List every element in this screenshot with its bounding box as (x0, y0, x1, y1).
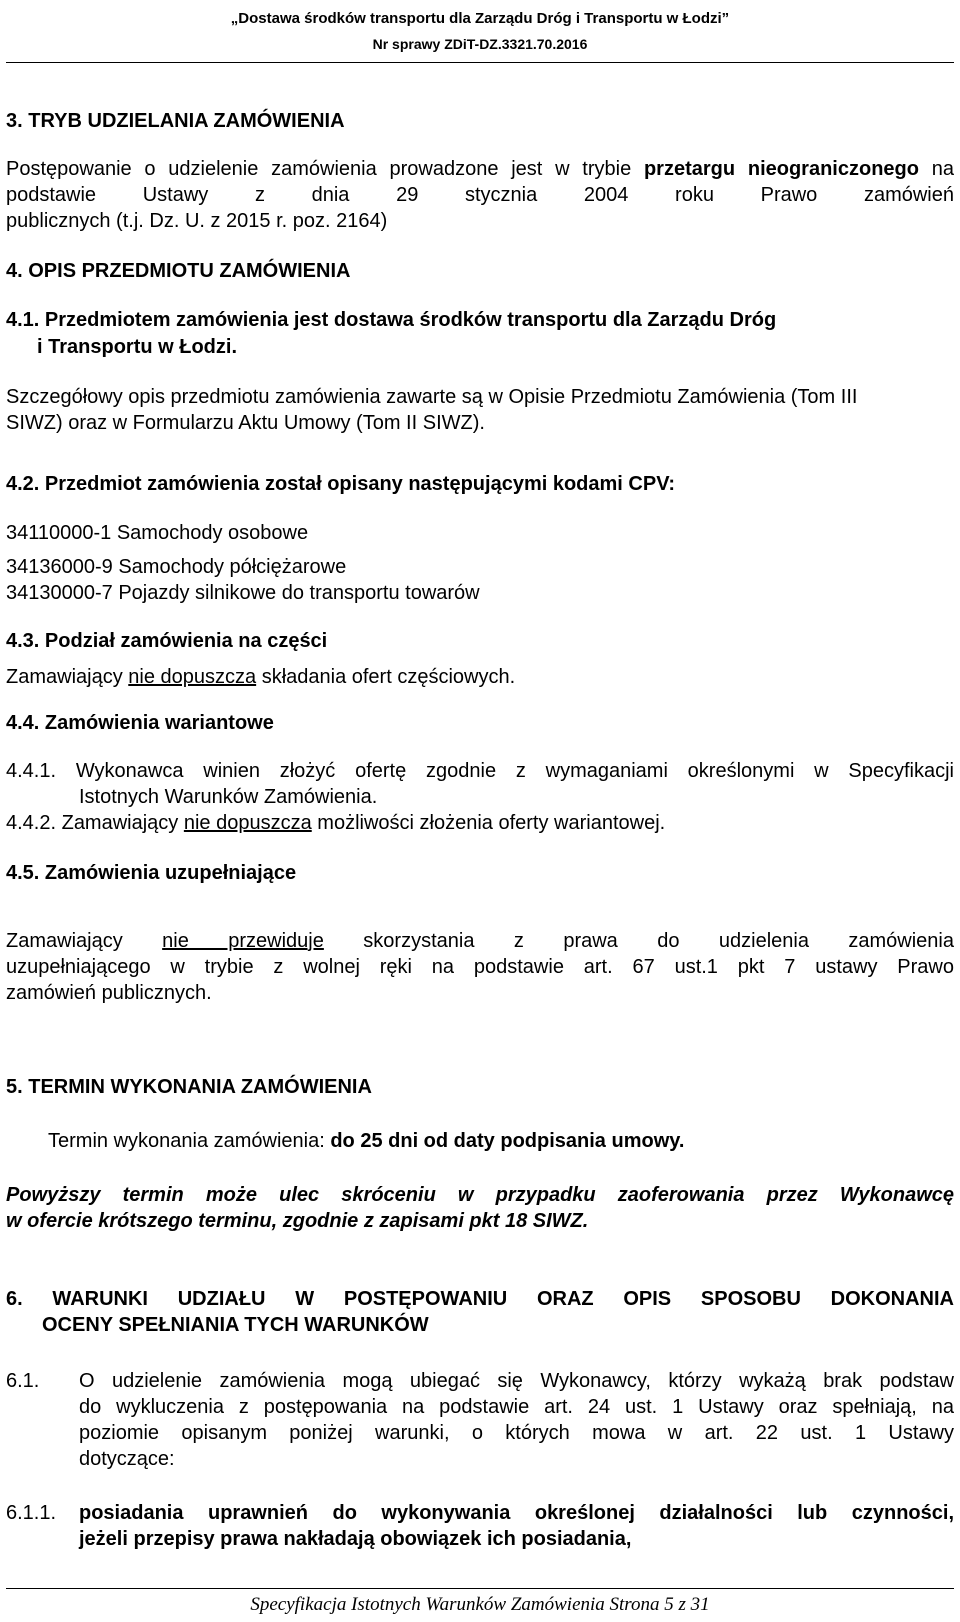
section-6-1-line4: dotyczące: (79, 1448, 175, 1470)
cpv-code-2: 34136000-9 Samochody półciężarowe (6, 556, 347, 578)
section-4-4-1-line2: Istotnych Warunków Zamówienia. (79, 786, 378, 808)
bold-span: przetargu nieograniczonego (643, 158, 919, 180)
description-line2: SIWZ) oraz w Formularzu Aktu Umowy (Tom II SIWZ). (6, 412, 485, 434)
term-note-line2: w ofercie krótszego terminu, zgodnie z zapisami pkt 18 SIWZ. (6, 1210, 589, 1232)
text-span: Postępowanie o udzielenie zamówienia prowadzone jest w trybie (6, 158, 644, 180)
text-span: Termin wykonania zamówienia: (48, 1130, 331, 1152)
footer-divider (6, 1588, 954, 1589)
section-6-1-number: 6.1. (6, 1370, 40, 1392)
section-6-1-1-line2: jeżeli przepisy prawa nakładają obowiązek ich posiadania, (79, 1528, 632, 1550)
footer-page-total: 31 (690, 1594, 710, 1615)
term-text (48, 1128, 684, 1154)
description-line1: Szczegółowy opis przedmiotu zamówienia zawarte są w Opisie Przedmiotu Zamówienia (Tom III (6, 386, 858, 408)
section-4-1-line2: i Transportu w Łodzi. (37, 336, 237, 358)
section-6-1-line1: O udzielenie zamówienia mogą ubiegać się Wykonawcy, którzy wykażą brak podstaw (79, 1370, 954, 1392)
text-span: na podstawie Ustawy z dnia 29 stycznia 2004 roku Prawo zamówień (6, 158, 954, 206)
page-footer (0, 1594, 960, 1616)
section-4-3-heading: 4.3. Podział zamówienia na części (6, 630, 328, 652)
underline-span: nie dopuszcza (128, 666, 257, 688)
footer-page-number: 5 (664, 1594, 674, 1615)
section-4-4-heading: 4.4. Zamówienia wariantowe (6, 712, 274, 734)
term-note-line1: Powyższy termin może ulec skróceniu w przypadku zaoferowania przez Wykonawcę (6, 1184, 954, 1206)
text-span: możliwości złożenia oferty wariantowej. (311, 812, 666, 834)
underline-span: nie przewiduje (162, 930, 324, 952)
section-4-4-1-line1: 4.4.1. Wykonawca winien złożyć ofertę zgodnie z wymaganiami określonymi w Specyfikacji (6, 760, 954, 782)
section-4-1-line1: 4.1. Przedmiotem zamówienia jest dostawa środków transportu dla Zarządu Dróg (6, 309, 777, 331)
header-divider (6, 62, 954, 63)
footer-of: z (673, 1594, 691, 1615)
section-4-5-heading: 4.5. Zamówienia uzupełniające (6, 862, 297, 884)
section-6-heading-line2: OCENY SPEŁNIANIA TYCH WARUNKÓW (42, 1314, 429, 1336)
section-6-1-1-line1: posiadania uprawnień do wykonywania określonej działalności lub czynności, (79, 1502, 954, 1524)
bold-span: do 25 dni od daty podpisania umowy. (330, 1130, 685, 1152)
section-6-1-line2: do wykluczenia z postępowania na podstawie art. 24 ust. 1 Ustawy oraz spełniają, na (79, 1396, 954, 1418)
text-span: składania ofert częściowych. (256, 666, 516, 688)
section-3-heading: 3. TRYB UDZIELANIA ZAMÓWIENIA (6, 110, 345, 132)
header-case-number: Nr sprawy ZDiT-DZ.3321.70.2016 (372, 36, 588, 52)
section-5-heading: 5. TERMIN WYKONANIA ZAMÓWIENIA (6, 1076, 372, 1098)
section-4-5-line2: uzupełniającego w trybie z wolnej ręki na podstawie art. 67 ust.1 pkt 7 ustawy Prawo (6, 956, 954, 978)
footer-text: Specyfikacja Istotnych Warunków Zamówienia Strona (250, 1594, 665, 1615)
section-4-3-text (6, 664, 515, 690)
text-span: 4.4.2. Zamawiający (6, 812, 184, 834)
section-6-1-1-number: 6.1.1. (6, 1502, 57, 1524)
header-title: „Dostawa środków transportu dla Zarządu Dróg i Transportu w Łodzi” (230, 10, 730, 27)
cpv-code-3: 34130000-7 Pojazdy silnikowe do transportu towarów (6, 582, 480, 604)
section-4-4-2-text (6, 810, 665, 836)
section-3-paragraph-line1 (6, 156, 954, 208)
cpv-code-1: 34110000-1 Samochody osobowe (6, 522, 309, 544)
section-3-paragraph-line3: publicznych (t.j. Dz. U. z 2015 r. poz. 2164) (6, 210, 388, 232)
section-4-2-heading: 4.2. Przedmiot zamówienia został opisany następującymi kodami CPV: (6, 473, 676, 495)
text-span: skorzystania z prawa do udzielenia zamówienia (323, 930, 954, 952)
section-6-1-line3: poziomie opisanym poniżej warunki, o których mowa w art. 22 ust. 1 Ustawy (79, 1422, 954, 1444)
underline-span: nie dopuszcza (183, 812, 312, 834)
section-4-heading: 4. OPIS PRZEDMIOTU ZAMÓWIENIA (6, 260, 351, 282)
section-4-5-line3: zamówień publicznych. (6, 982, 212, 1004)
text-span: Zamawiający (6, 930, 163, 952)
section-4-5-line1 (6, 928, 954, 954)
section-6-heading-line1: 6. WARUNKI UDZIAŁU W POSTĘPOWANIU ORAZ OPIS SPOSOBU DOKONANIA (6, 1288, 954, 1310)
text-span: Zamawiający (6, 666, 129, 688)
